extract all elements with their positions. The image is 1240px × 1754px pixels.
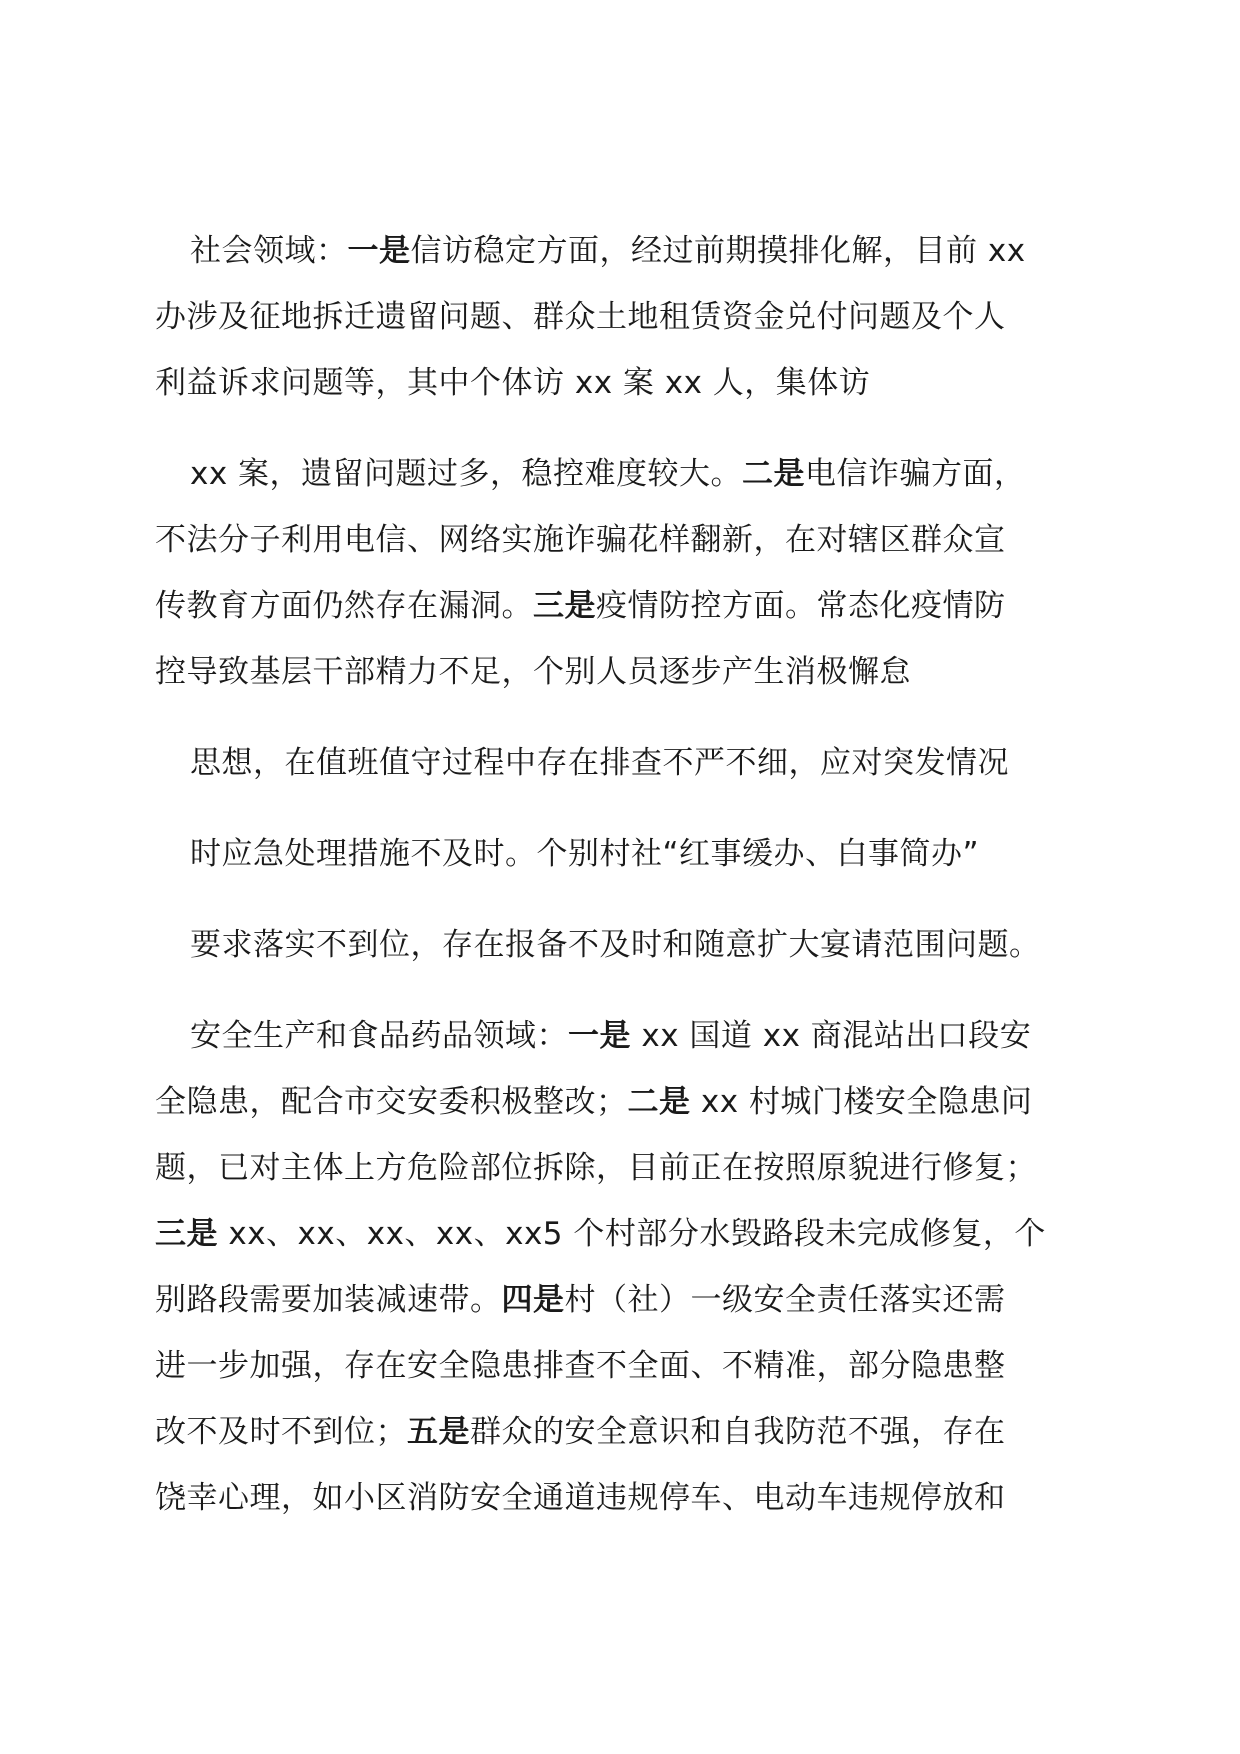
text-run: 思想，在值班值守过程中存在排查不严不细，应对突发情况 (190, 745, 1009, 781)
paragraph (155, 730, 1095, 796)
bold-text-run: 三是 (155, 1216, 218, 1252)
text-run: 电信诈骗方面， (805, 456, 1026, 492)
bold-text-run: 三是 (533, 588, 596, 624)
paragraph (155, 218, 1095, 416)
paragraph (155, 912, 1095, 978)
text-run: 利益诉求问题等，其中个体访 xx 案 xx 人，集体访 (155, 365, 871, 401)
bold-text-run: 一是 (568, 1018, 631, 1054)
bold-text-run: 一是 (347, 233, 411, 269)
paragraph-gap (155, 978, 1095, 1003)
text-line (155, 639, 1095, 705)
text-run: xx 村城门楼安全隐患问 (690, 1084, 1033, 1120)
bold-text-run: 四是 (501, 1282, 565, 1318)
text-run: 传教育方面仍然存在漏洞。 (155, 588, 533, 624)
text-line (155, 284, 1095, 350)
paragraph (155, 821, 1095, 887)
text-line (155, 350, 1095, 416)
text-run: 群众的安全意识和自我防范不强，存在 (470, 1414, 1006, 1450)
text-run: 进一步加强，存在安全隐患排查不全面、不精准，部分隐患整 (155, 1348, 1006, 1384)
text-run: 全隐患，配合市交安委积极整改； (155, 1084, 628, 1120)
paragraph (155, 1003, 1095, 1531)
text-line (155, 730, 1095, 796)
text-run: 办涉及征地拆迁遗留问题、群众土地租赁资金兑付问题及个人 (155, 299, 1006, 335)
text-line (155, 218, 1095, 284)
text-run: 要求落实不到位，存在报备不及时和随意扩大宴请范围问题。 (190, 927, 1041, 963)
text-run: 控导致基层干部精力不足，个别人员逐步产生消极懈怠 (155, 654, 911, 690)
text-run: 疫情防控方面。常态化疫情防 (596, 588, 1006, 624)
text-run: 时应急处理措施不及时。个别村社“红事缓办、白事简办” (190, 836, 980, 872)
text-line (155, 441, 1095, 507)
paragraph-gap (155, 416, 1095, 441)
text-line (155, 912, 1095, 978)
paragraph-gap (155, 796, 1095, 821)
text-run: 信访稳定方面，经过前期摸排化解，目前 xx (410, 233, 1026, 269)
paragraph (155, 441, 1095, 705)
bold-text-run: 二是 (742, 456, 806, 492)
bold-text-run: 五是 (407, 1414, 470, 1450)
text-run: 别路段需要加装减速带。 (155, 1282, 502, 1318)
text-line (155, 821, 1095, 887)
paragraph-gap (155, 887, 1095, 912)
document-body (155, 218, 1095, 1531)
text-run: 社会领域： (190, 233, 348, 269)
text-line (155, 1201, 1095, 1267)
text-line (155, 1333, 1095, 1399)
text-line (155, 1267, 1095, 1333)
text-run: 改不及时不到位； (155, 1414, 407, 1450)
text-run: 安全生产和食品药品领域： (190, 1018, 568, 1054)
text-line (155, 507, 1095, 573)
text-run: 题，已对主体上方危险部位拆除，目前正在按照原貌进行修复； (155, 1150, 1037, 1186)
text-run: 村（社）一级安全责任落实还需 (564, 1282, 1006, 1318)
text-line (155, 1465, 1095, 1531)
text-line (155, 1069, 1095, 1135)
text-line (155, 1135, 1095, 1201)
text-run: xx、xx、xx、xx、xx5 个村部分水毁路段未完成修复，个 (218, 1216, 1046, 1252)
text-run: xx 国道 xx 商混站出口段安 (631, 1018, 1032, 1054)
text-line (155, 1003, 1095, 1069)
text-line (155, 573, 1095, 639)
paragraph-gap (155, 705, 1095, 730)
text-run: 饶幸心理，如小区消防安全通道违规停车、电动车违规停放和 (155, 1480, 1006, 1516)
bold-text-run: 二是 (627, 1084, 691, 1120)
text-run: 不法分子利用电信、网络实施诈骗花样翻新，在对辖区群众宣 (155, 522, 1006, 558)
text-run: xx 案，遗留问题过多，稳控难度较大。 (190, 456, 743, 492)
text-line (155, 1399, 1095, 1465)
